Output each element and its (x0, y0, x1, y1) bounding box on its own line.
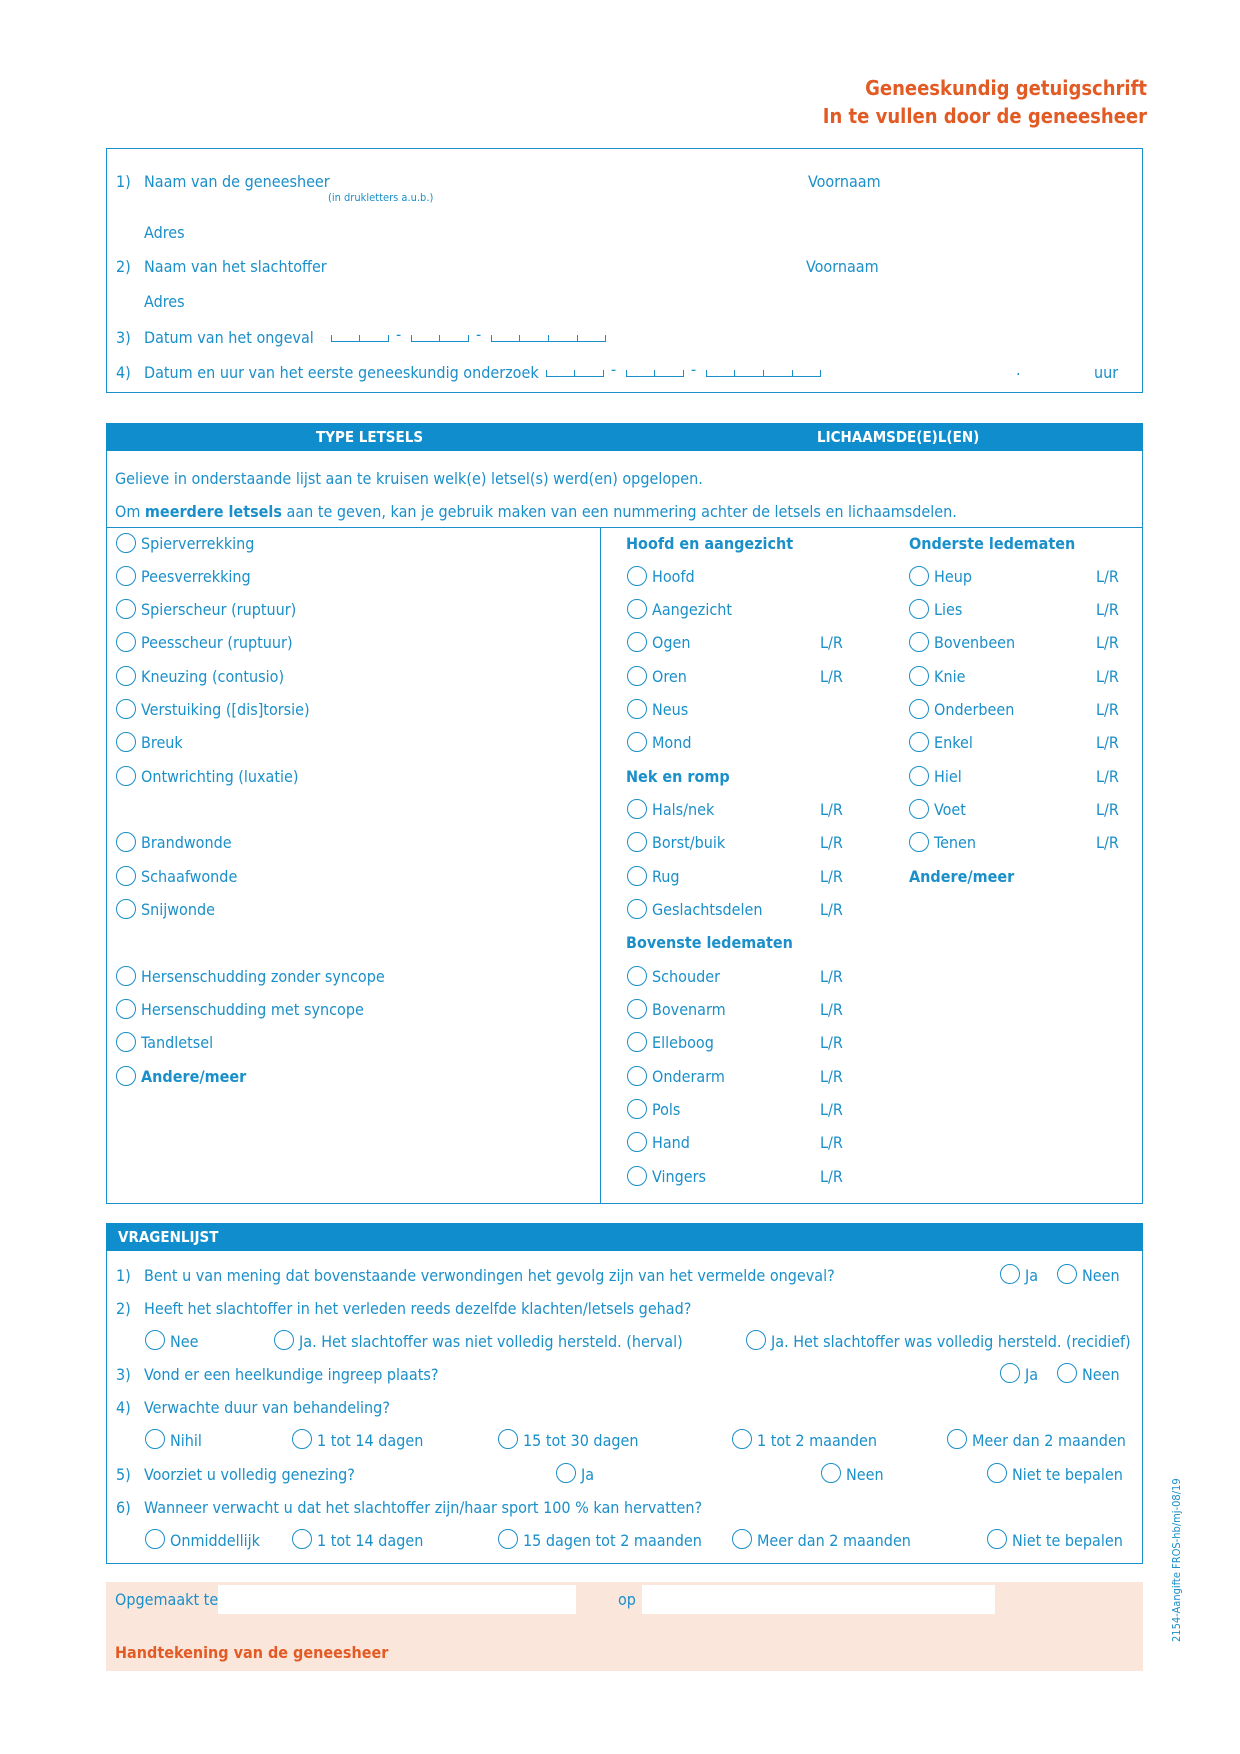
body-part-label: Hand (652, 1133, 690, 1152)
left-right-label: L/R (820, 800, 843, 819)
victim-firstname-label: Voornaam (806, 257, 879, 276)
injury-type-label: Spierverrekking (141, 534, 255, 553)
date-on-label: op (618, 1590, 636, 1609)
body-part-label: Voet (934, 800, 966, 819)
body-part-label: Oren (652, 667, 687, 686)
left-right-label: L/R (1096, 800, 1119, 819)
body-bovenarm-radio[interactable] (627, 999, 647, 1019)
q2-nee-radio[interactable] (145, 1330, 165, 1350)
option-label: Neen (846, 1465, 884, 1484)
injuries-intro-line1: Gelieve in onderstaande lijst aan te kruisen welk(e) letsel(s) werd(en) opgelopen. (115, 469, 703, 488)
option-label: 15 dagen tot 2 maanden (523, 1531, 702, 1550)
body-heup-radio[interactable] (909, 566, 929, 586)
date-separator: - (691, 360, 697, 379)
exam-year-field[interactable] (706, 368, 821, 377)
body-part-label: Neus (652, 700, 689, 719)
option-label: 1 tot 2 maanden (757, 1431, 878, 1450)
left-right-label: L/R (820, 833, 843, 852)
date-separator: - (611, 360, 617, 379)
question-6-text: Wanneer verwacht u dat het slachtoffer zijn/haar sport 100 % kan hervatten? (144, 1498, 703, 1517)
left-right-label: L/R (1096, 767, 1119, 786)
body-borstbuik-radio[interactable] (627, 832, 647, 852)
group-heading: Bovenste ledematen (626, 933, 793, 952)
physician-name-label: Naam van de geneesheer (144, 172, 330, 191)
question-3-text: Vond er een heelkundige ingreep plaats? (144, 1365, 439, 1384)
option-label: Nihil (170, 1431, 202, 1450)
body-part-header: LICHAAMSDE(E)L(EN) (817, 428, 980, 446)
injury-type-label: Spierscheur (ruptuur) (141, 600, 297, 619)
option-label: Ja (1025, 1365, 1039, 1384)
left-right-label: L/R (820, 1167, 843, 1186)
injuries-section (106, 451, 1143, 1204)
made-at-field[interactable] (218, 1585, 576, 1614)
left-right-label: L/R (1096, 833, 1119, 852)
question-number: 5) (116, 1465, 131, 1484)
body-elleboog-radio[interactable] (627, 1032, 647, 1052)
option-label: Neen (1082, 1266, 1120, 1285)
body-aangezicht-radio[interactable] (627, 599, 647, 619)
left-right-label: L/R (1096, 733, 1119, 752)
date-separator: - (396, 325, 402, 344)
date-separator: - (476, 325, 482, 344)
body-part-label: Lies (934, 600, 963, 619)
left-right-label: L/R (820, 900, 843, 919)
q4-1-2-months-radio[interactable] (732, 1429, 752, 1449)
q3-no-radio[interactable] (1057, 1363, 1077, 1383)
exam-date-label: Datum en uur van het eerste geneeskundig onderzoek (144, 363, 539, 382)
option-label: Meer dan 2 maanden (972, 1431, 1126, 1450)
group-heading: Nek en romp (626, 767, 730, 786)
option-label: Niet te bepalen (1012, 1531, 1123, 1550)
injuries-intro-line2: Om meerdere letsels aan te geven, kan je gebruik maken van een nummering achter de letsels en lichaamsdelen. (115, 502, 957, 521)
q6-over-2-months-radio[interactable] (732, 1529, 752, 1549)
left-right-label: L/R (820, 1000, 843, 1019)
injury-type-label: Hersenschudding met syncope (141, 1000, 364, 1019)
body-part-label: Tenen (934, 833, 977, 852)
injury-type-label: Verstuiking ([dis]torsie) (141, 700, 310, 719)
q5-no-radio[interactable] (821, 1463, 841, 1483)
option-label: Neen (1082, 1365, 1120, 1384)
victim-address-label: Adres (144, 292, 185, 311)
body-part-label: Pols (652, 1100, 681, 1119)
form-code: 2154-Aangifte FROS-hb/mj-08/19 (1170, 1478, 1183, 1642)
made-at-label: Opgemaakt te (115, 1590, 219, 1609)
option-label: Niet te bepalen (1012, 1465, 1123, 1484)
body-part-label: Aangezicht (652, 600, 733, 619)
body-enkel-radio[interactable] (909, 732, 929, 752)
left-right-label: L/R (820, 1133, 843, 1152)
accident-day-field[interactable] (331, 333, 389, 342)
q1-yes-radio[interactable] (1000, 1264, 1020, 1284)
body-knie-radio[interactable] (909, 666, 929, 686)
body-part-label: Hiel (934, 767, 962, 786)
body-part-label: Elleboog (652, 1033, 714, 1052)
question-number: 3) (116, 328, 131, 347)
left-right-label: L/R (1096, 633, 1119, 652)
q4-15-30-days-radio[interactable] (498, 1429, 518, 1449)
body-part-label: Hals/nek (652, 800, 715, 819)
body-onderarm-radio[interactable] (627, 1066, 647, 1086)
body-lies-radio[interactable] (909, 599, 929, 619)
body-mond-radio[interactable] (627, 732, 647, 752)
form-title: Geneeskundig getuigschrift (865, 76, 1147, 100)
question-number: 2) (116, 1299, 131, 1318)
question-4-text: Verwachte duur van behandeling? (144, 1398, 390, 1417)
injury-peesverrekking-radio[interactable] (116, 566, 136, 586)
injury-ontwrichting-radio[interactable] (116, 766, 136, 786)
injury-breuk-radio[interactable] (116, 732, 136, 752)
question-1-text: Bent u van mening dat bovenstaande verwondingen het gevolg zijn van het vermelde ongeval? (144, 1266, 835, 1285)
injury-type-label: Peesscheur (ruptuur) (141, 633, 293, 652)
injury-schaafwonde-radio[interactable] (116, 866, 136, 886)
body-part-label: Enkel (934, 733, 973, 752)
q5-yes-radio[interactable] (556, 1463, 576, 1483)
left-right-label: L/R (820, 1033, 843, 1052)
injury-type-label: Schaafwonde (141, 867, 238, 886)
option-label: Ja. Het slachtoffer was volledig hersteld. (recidief) (771, 1332, 1131, 1351)
injury-other-radio[interactable] (116, 1066, 136, 1086)
accident-year-field[interactable] (491, 333, 606, 342)
body-part-label: Heup (934, 567, 972, 586)
body-hoofd-radio[interactable] (627, 566, 647, 586)
question-2-text: Heeft het slachtoffer in het verleden reeds dezelfde klachten/letsels gehad? (144, 1299, 692, 1318)
body-part-label: Onderbeen (934, 700, 1015, 719)
left-right-label: L/R (1096, 700, 1119, 719)
q6-1-14-days-radio[interactable] (292, 1529, 312, 1549)
q1-no-radio[interactable] (1057, 1264, 1077, 1284)
questionnaire-header-band (106, 1223, 1143, 1251)
left-right-label: L/R (820, 867, 843, 886)
body-bovenbeen-radio[interactable] (909, 632, 929, 652)
injury-concussion-no-syncope-radio[interactable] (116, 966, 136, 986)
accident-month-field[interactable] (411, 333, 469, 342)
injury-peesscheur-radio[interactable] (116, 632, 136, 652)
body-part-label: Rug (652, 867, 680, 886)
option-label: Nee (170, 1332, 199, 1351)
physician-firstname-label: Voornaam (808, 172, 881, 191)
left-right-label: L/R (1096, 600, 1119, 619)
left-right-label: L/R (1096, 667, 1119, 686)
body-part-label: Bovenbeen (934, 633, 1016, 652)
q3-yes-radio[interactable] (1000, 1363, 1020, 1383)
body-part-label: Borst/buik (652, 833, 726, 852)
option-label: Ja (581, 1465, 595, 1484)
question-number: 4) (116, 363, 131, 382)
body-rug-radio[interactable] (627, 866, 647, 886)
body-hand-radio[interactable] (627, 1132, 647, 1152)
hour-unit-label: uur (1094, 363, 1119, 382)
body-oren-radio[interactable] (627, 666, 647, 686)
option-label: Meer dan 2 maanden (757, 1531, 911, 1550)
option-label: Onmiddellijk (170, 1531, 260, 1550)
injury-type-label: Peesverrekking (141, 567, 251, 586)
body-part-label: Ogen (652, 633, 691, 652)
injury-snijwonde-radio[interactable] (116, 899, 136, 919)
questionnaire-header: VRAGENLIJST (118, 1228, 219, 1246)
injury-type-label: Kneuzing (contusio) (141, 667, 285, 686)
body-part-label: Mond (652, 733, 692, 752)
date-on-field[interactable] (642, 1585, 995, 1614)
body-schouder-radio[interactable] (627, 966, 647, 986)
injury-spierscheur-radio[interactable] (116, 599, 136, 619)
body-part-label: Vingers (652, 1167, 707, 1186)
injury-type-label: Andere/meer (141, 1067, 247, 1086)
injury-type-label: Snijwonde (141, 900, 215, 919)
injury-concussion-syncope-radio[interactable] (116, 999, 136, 1019)
q4-1-14-days-radio[interactable] (292, 1429, 312, 1449)
body-vingers-radio[interactable] (627, 1166, 647, 1186)
body-voet-radio[interactable] (909, 799, 929, 819)
injury-brandwonde-radio[interactable] (116, 832, 136, 852)
signature-label: Handtekening van de geneesheer (115, 1643, 389, 1662)
question-number: 6) (116, 1498, 131, 1517)
body-part-label: Geslachtsdelen (652, 900, 763, 919)
q5-undetermined-radio[interactable] (987, 1463, 1007, 1483)
q4-over-2-months-radio[interactable] (947, 1429, 967, 1449)
option-label: 1 tot 14 dagen (317, 1431, 424, 1450)
question-number: 4) (116, 1398, 131, 1417)
injury-type-label: Brandwonde (141, 833, 232, 852)
left-right-label: L/R (1096, 567, 1119, 586)
group-heading: Andere/meer (909, 867, 1015, 886)
body-part-label: Hoofd (652, 567, 695, 586)
option-label: 15 tot 30 dagen (523, 1431, 639, 1450)
body-neus-radio[interactable] (627, 699, 647, 719)
injury-type-header: TYPE LETSELS (316, 428, 424, 446)
physician-address-label: Adres (144, 223, 185, 242)
exam-day-field[interactable] (546, 368, 604, 377)
body-hiel-radio[interactable] (909, 766, 929, 786)
q6-immediately-radio[interactable] (145, 1529, 165, 1549)
injury-spierverrekking-radio[interactable] (116, 533, 136, 553)
left-right-label: L/R (820, 633, 843, 652)
q6-15-days-2-months-radio[interactable] (498, 1529, 518, 1549)
divider (106, 527, 1143, 528)
body-geslachtsdelen-radio[interactable] (627, 899, 647, 919)
injury-type-label: Ontwrichting (luxatie) (141, 767, 299, 786)
body-tenen-radio[interactable] (909, 832, 929, 852)
body-part-label: Knie (934, 667, 966, 686)
question-number: 1) (116, 1266, 131, 1285)
option-label: Ja. Het slachtoffer was niet volledig hersteld. (herval) (299, 1332, 683, 1351)
body-part-label: Schouder (652, 967, 721, 986)
option-label: Ja (1025, 1266, 1039, 1285)
question-5-text: Voorziet u volledig genezing? (144, 1465, 355, 1484)
q2-recidief-radio[interactable] (746, 1330, 766, 1350)
injury-tandletsel-radio[interactable] (116, 1032, 136, 1052)
question-number: 1) (116, 172, 131, 191)
exam-month-field[interactable] (626, 368, 684, 377)
body-part-label: Onderarm (652, 1067, 725, 1086)
body-onderbeen-radio[interactable] (909, 699, 929, 719)
q4-nihil-radio[interactable] (145, 1429, 165, 1449)
left-right-label: L/R (820, 667, 843, 686)
accident-date-label: Datum van het ongeval (144, 328, 314, 347)
group-heading: Hoofd en aangezicht (626, 534, 794, 553)
body-halsnek-radio[interactable] (627, 799, 647, 819)
left-right-label: L/R (820, 967, 843, 986)
body-ogen-radio[interactable] (627, 632, 647, 652)
left-right-label: L/R (820, 1100, 843, 1119)
victim-name-label: Naam van het slachtoffer (144, 257, 327, 276)
group-heading: Onderste ledematen (909, 534, 1076, 553)
injury-verstuiking-radio[interactable] (116, 699, 136, 719)
question-number: 2) (116, 257, 131, 276)
injury-type-label: Hersenschudding zonder syncope (141, 967, 385, 986)
body-part-label: Bovenarm (652, 1000, 726, 1019)
injury-kneuzing-radio[interactable] (116, 666, 136, 686)
time-separator: . (1016, 360, 1021, 379)
body-pols-radio[interactable] (627, 1099, 647, 1119)
column-divider (600, 527, 601, 1204)
injury-type-label: Tandletsel (141, 1033, 214, 1052)
q6-undetermined-radio[interactable] (987, 1529, 1007, 1549)
q2-herval-radio[interactable] (274, 1330, 294, 1350)
form-subtitle: In te vullen door de geneesheer (822, 104, 1147, 128)
option-label: 1 tot 14 dagen (317, 1531, 424, 1550)
injury-type-label: Breuk (141, 733, 183, 752)
injuries-header-band (106, 423, 1143, 451)
block-letters-hint: (in drukletters a.u.b.) (328, 191, 434, 204)
question-number: 3) (116, 1365, 131, 1384)
left-right-label: L/R (820, 1067, 843, 1086)
